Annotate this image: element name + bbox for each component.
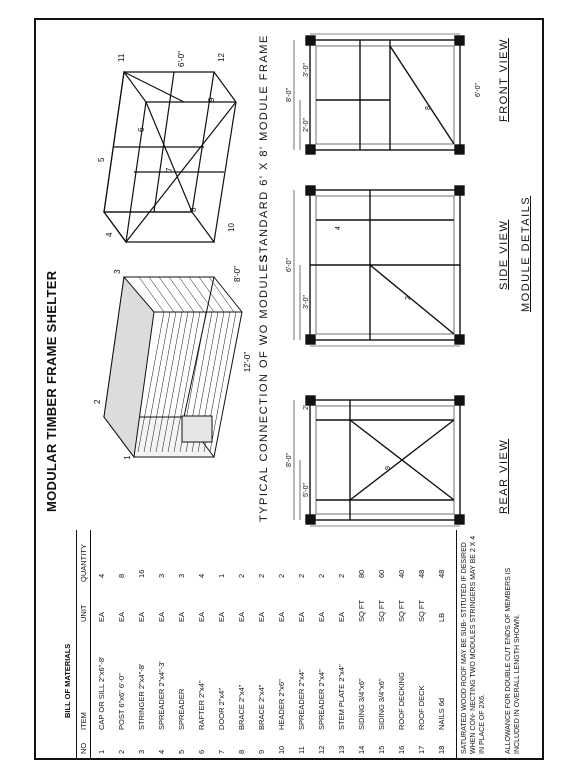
callout-12: 12 <box>217 53 226 62</box>
bom-cell-no: 12 <box>317 745 326 754</box>
bom-cell-qty: 2 <box>237 573 246 578</box>
callout-5: 5 <box>97 157 106 162</box>
caption-typical-connection: TYPICAL CONNECTION OF WO MODULES <box>258 253 270 522</box>
bom-row <box>174 530 194 758</box>
bom-cell-qty: 4 <box>97 573 106 578</box>
bom-cell-unit: EA <box>177 611 186 622</box>
bom-cell-qty: 8 <box>117 573 126 578</box>
bom-row <box>254 530 274 758</box>
rear-dim-mid: 5'-0" <box>303 483 310 497</box>
callout-10: 10 <box>227 223 236 232</box>
bom-cell-unit: SQ FT <box>377 599 386 622</box>
bom-cell-item: SIDING 3/4"x6" <box>377 678 386 730</box>
rear-view-frame <box>306 396 464 524</box>
bom-cell-item: DOOR 2"x4" <box>217 687 226 730</box>
bom-cell-no: 15 <box>377 745 386 754</box>
bom-cell-unit: EA <box>277 611 286 622</box>
bom-cell-no: 1 <box>97 749 106 754</box>
bom-cell-no: 7 <box>217 749 226 754</box>
bom-cell-no: 10 <box>277 745 286 754</box>
bom-cell-item: SIDING 3/4"x6" <box>357 678 366 730</box>
bom-cell-unit: EA <box>237 611 246 622</box>
front-view-frame <box>306 36 464 154</box>
rear-callout-9: 9 <box>385 466 392 470</box>
caption-standard-module: STANDARD 6' X 8' MODULE FRAME <box>258 34 270 262</box>
iso-dim-6: 6'-0" <box>177 51 186 67</box>
front-dim-3-0: 3'-0" <box>303 63 310 77</box>
bom-cell-no: 9 <box>257 749 266 754</box>
bom-row <box>434 530 454 758</box>
bom-cell-item: SPREADER 2"x4" <box>317 669 326 730</box>
bom-note-1: SATURATED WOOD ROOF MAY BE SUB- STITUTED IF DESIRED WHEN CON- NECTING TWO MODULES STRINGERS MAY BE 2 X 4 IN PLACE OF 2X6. <box>461 535 486 754</box>
bom-cell-unit: SQ FT <box>417 599 426 622</box>
side-dim-3: 3'-0" <box>303 295 310 309</box>
bom-cell-qty: 2 <box>317 573 326 578</box>
bom-cell-unit: EA <box>197 611 206 622</box>
connected-modules-illustration <box>104 277 242 457</box>
bom-heading: BILL OF MATERIALS <box>63 643 72 718</box>
bom-cell-no: 11 <box>297 746 306 754</box>
bom-top-rule <box>76 530 77 758</box>
callout-7: 7 <box>165 167 174 172</box>
bom-col-qty: QUANTITY <box>79 544 88 582</box>
callout-9: 9 <box>207 97 216 102</box>
bom-cell-unit: EA <box>117 611 126 622</box>
bom-cell-unit: EA <box>297 611 306 622</box>
bom-cell-no: 5 <box>177 749 186 754</box>
bom-row <box>194 530 214 758</box>
callout-3: 3 <box>113 269 122 274</box>
bom-cell-qty: 48 <box>437 569 446 578</box>
bom-cell-item: ROOF DECK <box>417 685 426 730</box>
drawing-sheet <box>34 18 544 760</box>
module-frame-illustration <box>104 72 236 242</box>
caption-module-details: MODULE DETAILS <box>520 195 532 312</box>
bom-cell-item: SPREADER <box>177 688 186 730</box>
bom-row <box>114 530 134 758</box>
bom-cell-item: STRINGER 2"x4"-8' <box>137 663 146 730</box>
bom-cell-item: BRACE 2"x4" <box>257 684 266 730</box>
bom-cell-item: HEADER 2"x6" <box>277 679 286 730</box>
bom-row <box>394 530 414 758</box>
bom-row <box>294 530 314 758</box>
rear-dim-width: 8'-0" <box>286 453 293 467</box>
bom-cell-no: 18 <box>437 745 446 754</box>
bom-cell-item: POST 6"x6" 6'-0" <box>117 673 126 730</box>
front-dim-2-0: 2'-0" <box>303 118 310 132</box>
callout-11: 11 <box>117 53 126 62</box>
bom-col-no: NO <box>79 742 88 754</box>
bom-cell-no: 14 <box>357 745 366 754</box>
bom-cell-no: 16 <box>397 745 406 754</box>
bom-cell-unit: EA <box>137 611 146 622</box>
bom-cell-qty: 1 <box>217 573 226 578</box>
bom-cell-qty: 2 <box>337 573 346 578</box>
front-callout-8: 8 <box>425 106 432 110</box>
bom-cell-no: 17 <box>417 745 426 754</box>
callout-4: 4 <box>105 232 114 237</box>
bom-cell-qty: 40 <box>397 569 406 578</box>
bom-cell-no: 13 <box>337 745 346 754</box>
callout-2: 2 <box>93 399 102 404</box>
bom-cell-item: ROOF DECKING <box>397 672 406 730</box>
bom-cell-qty: 48 <box>417 569 426 578</box>
side-callout-4: 4 <box>335 226 342 230</box>
bom-cell-qty: 60 <box>377 569 386 578</box>
caption-front-view: FRONT VIEW <box>498 38 510 122</box>
callout-8: 8 <box>189 207 198 212</box>
rear-dim-2: 2' <box>303 404 310 410</box>
iso-dim-12: 12'-0" <box>243 351 252 373</box>
bom-cell-item: CAP OR SILL 2"x6"-8' <box>97 656 106 730</box>
bom-cell-unit: SQ FT <box>397 599 406 622</box>
bom-cell-no: 3 <box>137 749 146 754</box>
bom-cell-qty: 2 <box>297 573 306 578</box>
bom-cell-qty: 2 <box>277 573 286 578</box>
bom-cell-unit: LB <box>437 612 446 622</box>
side-view-frame <box>306 186 464 344</box>
bom-cell-qty: 80 <box>357 569 366 578</box>
bom-cell-item: SPREADER 2"x4"-3' <box>157 661 166 730</box>
bom-col-item: ITEM <box>79 712 88 730</box>
bom-cell-qty: 4 <box>197 573 206 578</box>
bom-cell-qty: 3 <box>177 573 186 578</box>
bom-cell-item: SPREADER 2"x4" <box>297 669 306 730</box>
bom-row <box>334 530 354 758</box>
bom-cell-no: 8 <box>237 749 246 754</box>
bom-cell-qty: 3 <box>157 573 166 578</box>
side-callout-2: 2 <box>405 296 412 300</box>
front-dim-6: 6'-0" <box>475 83 482 97</box>
rotated-drawing <box>36 20 546 762</box>
bom-col-unit: UNIT <box>79 604 88 622</box>
bom-row <box>214 530 234 758</box>
bom-row <box>354 530 374 758</box>
bom-cell-no: 4 <box>157 749 166 754</box>
bom-row <box>274 530 294 758</box>
drawing-title: MODULAR TIMBER FRAME SHELTER <box>44 270 59 512</box>
bom-row <box>134 530 154 758</box>
bom-cell-unit: EA <box>337 611 346 622</box>
bom-row <box>154 530 174 758</box>
bom-cell-no: 2 <box>117 749 126 754</box>
bom-cell-qty: 2 <box>257 573 266 578</box>
bom-cell-unit: SQ FT <box>357 599 366 622</box>
caption-rear-view: REAR VIEW <box>498 438 510 514</box>
bom-cell-item: STEM PLATE 2"x4" <box>337 664 346 730</box>
side-dim-length: 6'-0" <box>286 258 293 272</box>
bom-row <box>94 530 114 758</box>
callout-1: 1 <box>123 455 132 460</box>
isometric-drawings <box>64 42 252 462</box>
bom-cell-unit: EA <box>317 611 326 622</box>
caption-side-view: SIDE VIEW <box>498 219 510 290</box>
callout-6: 6 <box>137 127 146 132</box>
bom-row <box>314 530 334 758</box>
bom-cell-unit: EA <box>257 611 266 622</box>
bom-row <box>374 530 394 758</box>
bom-cell-unit: EA <box>157 611 166 622</box>
bom-cell-unit: EA <box>97 611 106 622</box>
bill-of-materials <box>64 530 542 758</box>
front-dim-8: 8'-0" <box>286 88 293 102</box>
bom-header-rule <box>90 530 91 758</box>
bom-cell-no: 6 <box>197 749 206 754</box>
bom-cell-qty: 16 <box>137 569 146 578</box>
bom-note-2: ALLOWANCE FOR DOUBLE CUT ENDS OF MEMBERS IS INCLUDED IN OVERALL LENGTH SHOWN. <box>505 567 521 754</box>
bom-cell-item: BRACE 2"x4" <box>237 684 246 730</box>
bom-cell-item: NAILS 6d <box>437 697 446 730</box>
bom-cell-unit: EA <box>217 611 226 622</box>
iso-dim-8: 8'-0" <box>233 266 242 282</box>
bom-bottom-rule <box>456 530 457 758</box>
bom-cell-item: RAFTER 2"x4" <box>197 680 206 730</box>
bom-row <box>234 530 254 758</box>
module-detail-views <box>280 30 495 530</box>
bom-row <box>414 530 434 758</box>
